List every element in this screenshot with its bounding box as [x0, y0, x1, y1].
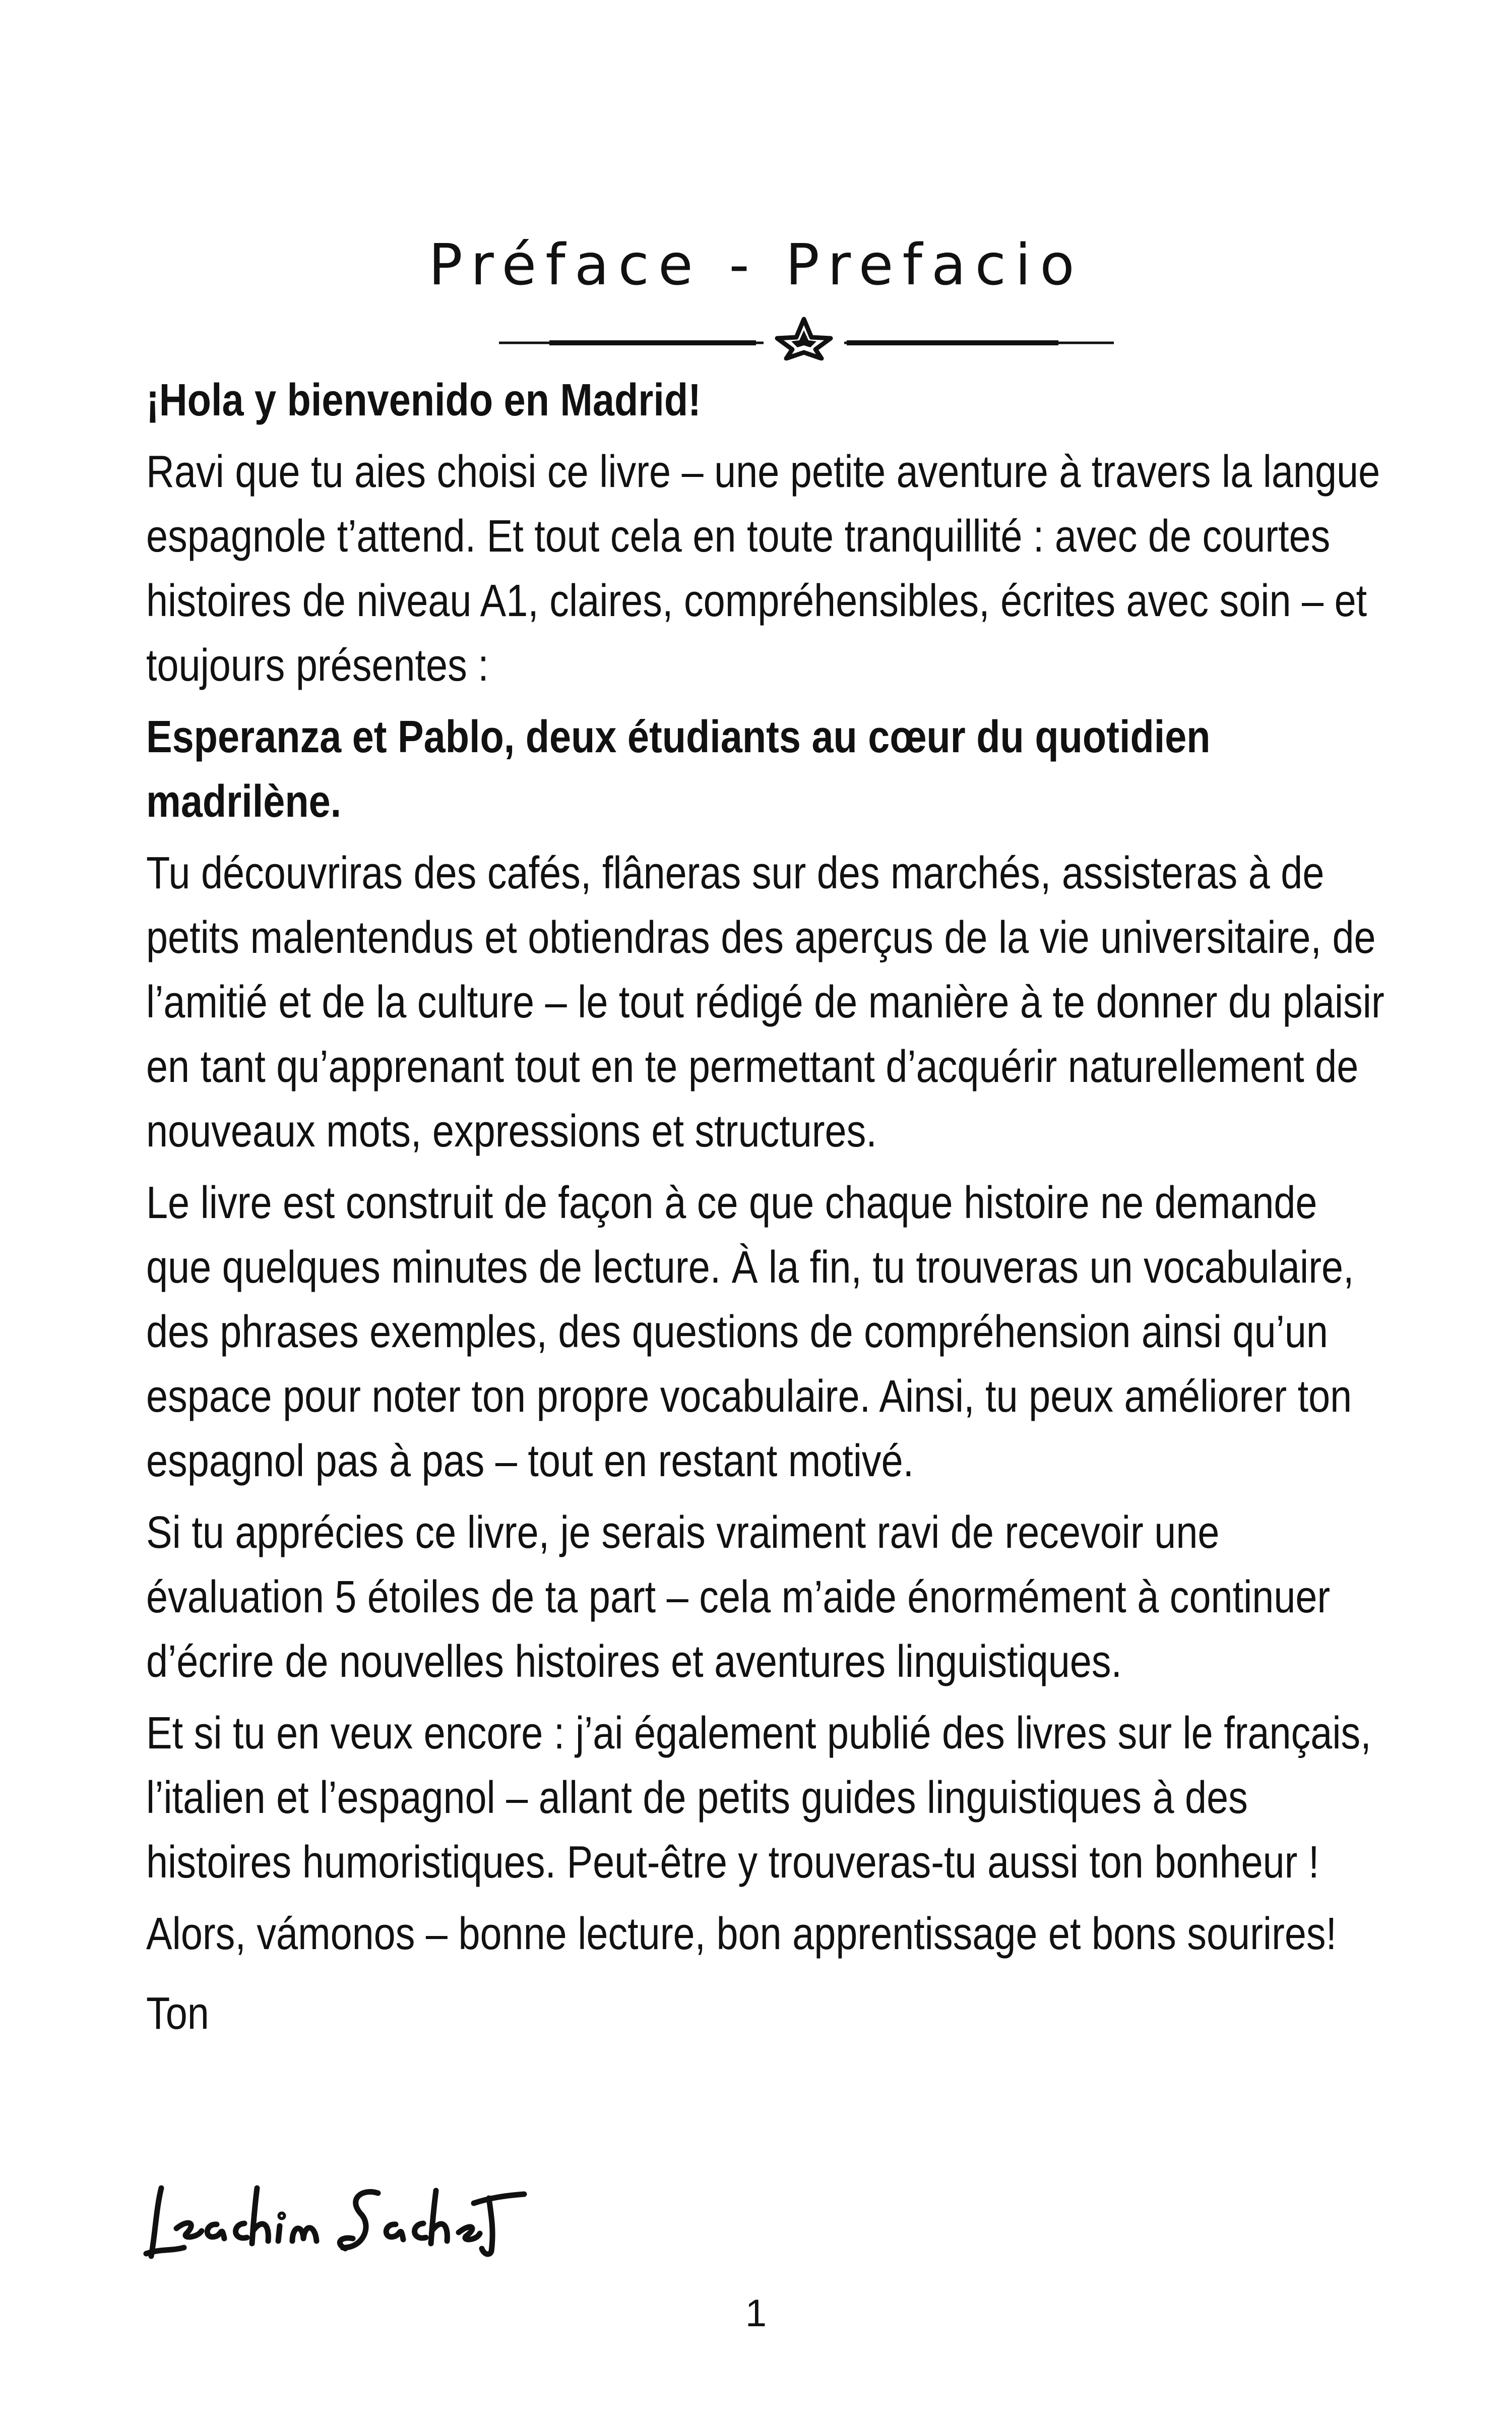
page-number: 1	[745, 2292, 767, 2335]
paragraph-farewell: Alors, vámonos – bonne lecture, bon apprentissage et bons sourires!	[146, 1909, 1337, 1959]
paragraph-more-books: Et si tu en veux encore : j’ai également publié des livres sur le français, l’italien et l’espagnol – allant de petits guides linguistiques à des histoires humoristiques. Peut-être y trouveras-tu aussi ton bonheur !	[146, 1708, 1371, 1888]
paragraph-structure: Le livre est construit de façon à ce que chaque histoire ne demande que quelques minutes de lecture. À la fin, tu trouveras un vocabulaire, des phrases exemples, des questions de compréhension ainsi qu’un espace pour noter ton propre vocabulaire. Ainsi, tu peux améliorer ton espagnol pas à pas – tout en restant motivé.	[146, 1178, 1354, 1486]
paragraph-characters: Esperanza et Pablo, deux étudiants au cœur du quotidien madrilène.	[146, 712, 1211, 827]
paragraph-discover: Tu découvriras des cafés, flâneras sur des marchés, assisteras à de petits malentendus et obtiendras des aperçus de la vie universitaire, de l’amitié et de la culture – le tout rédigé de manière à te donner du plaisir en tant qu’apprenant tout en te permettant d’acquérir naturellement de nouveaux mots, expressions et structures.	[146, 848, 1384, 1157]
star-icon	[777, 319, 831, 358]
greeting: ¡Hola y bienvenido en Madrid!	[146, 375, 701, 426]
page-title: Préface - Prefacio	[428, 232, 1084, 298]
paragraph-review: Si tu apprécies ce livre, je serais vraiment ravi de recevoir une évaluation 5 étoiles de ta part – cela m’aide énormément à continuer d’écrire de nouvelles histoires et aventures linguistiques.	[146, 1507, 1331, 1687]
signature	[141, 2168, 534, 2264]
preface-body	[146, 368, 1384, 2053]
closing: Ton	[146, 1988, 209, 2039]
paragraph-intro: Ravi que tu aies choisi ce livre – une petite aventure à travers la langue espagnole t’attend. Et tout cela en toute tranquillité : avec de courtes histoires de niveau A1, claires, compréhensibles, écrites avec soin – et toujours présentes :	[146, 447, 1380, 691]
star-divider	[494, 315, 1119, 360]
